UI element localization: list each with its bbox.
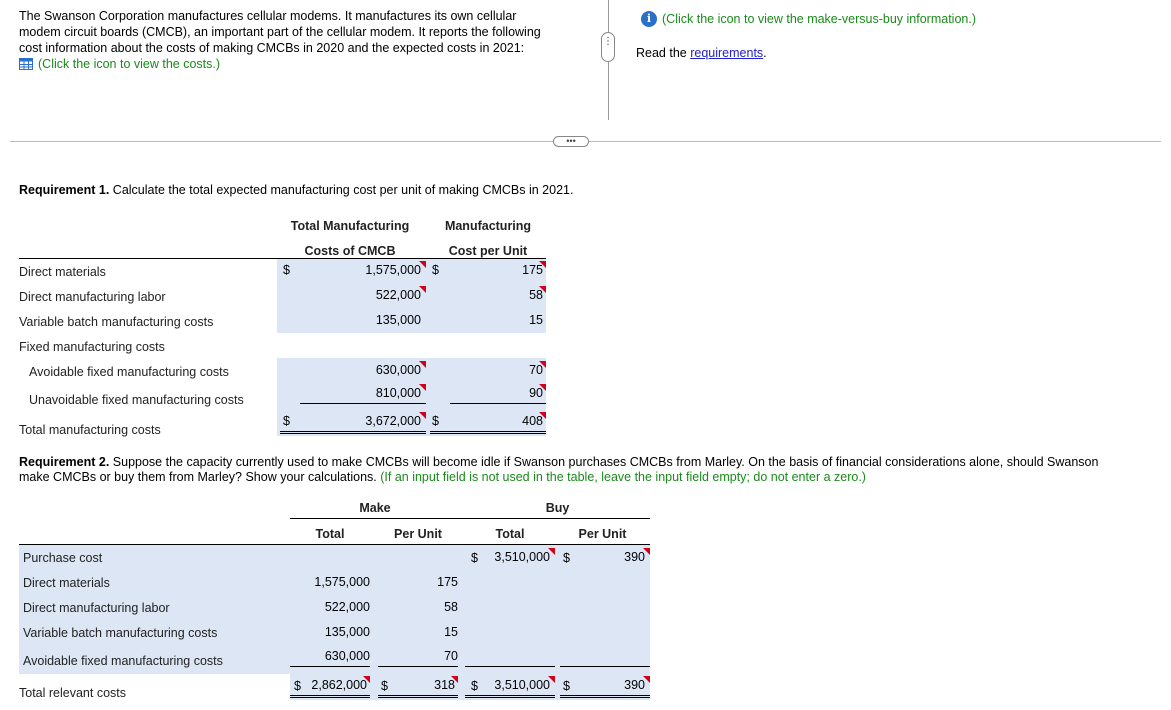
- read-suffix: .: [763, 46, 767, 60]
- intro-line-2: modem circuit boards (CMCB), an important part of the cellular modem. It reports the following: [19, 25, 541, 39]
- req2-buy-header: Buy: [545, 501, 570, 515]
- req2-hint: (If an input field is not used in the table, leave the input field empty; do not enter a zero.): [376, 470, 866, 484]
- req1-label-total: Total manufacturing costs: [19, 423, 161, 437]
- req2-input-trc-make-total[interactable]: 2,862,000: [290, 676, 370, 698]
- req1-dollar-tot-total: $: [283, 414, 290, 428]
- req1-input-ufc-unit[interactable]: 90: [450, 384, 546, 404]
- req2-input-trc-buy-total[interactable]: 3,510,000: [465, 676, 555, 698]
- view-costs-link[interactable]: [19, 56, 579, 72]
- req2-dollar-pc-buy-total: $: [471, 551, 478, 565]
- req2-dollar-trc-buy-total: $: [471, 679, 478, 693]
- req2-dollar-pc-buy-unit: $: [563, 551, 570, 565]
- req2-dollar-trc-make-unit: $: [381, 679, 388, 693]
- info-link-text[interactable]: (Click the icon to view the make-versus-buy information.): [662, 12, 977, 26]
- req2-label-dm: Direct materials: [23, 576, 110, 590]
- req1-input-ufc-total[interactable]: 810,000: [300, 384, 426, 404]
- req2-buy-total-header: Total: [495, 527, 525, 541]
- req2-input-vb-make-total[interactable]: 135,000: [324, 625, 370, 639]
- req2-label-trc: Total relevant costs: [19, 686, 126, 700]
- intro-line-3: cost information about the costs of making CMCBs in 2020 and the expected costs in 2021:: [19, 41, 525, 55]
- req1-input-dml-total[interactable]: 522,000: [300, 286, 426, 306]
- req1-label-dm: Direct materials: [19, 265, 106, 279]
- req2-label-pc: Purchase cost: [23, 551, 103, 565]
- read-prefix: Read the: [636, 46, 691, 60]
- req1-col1-header: [275, 214, 425, 264]
- req1-dollar-tot-unit: $: [432, 414, 439, 428]
- req1-dollar-dm-total: $: [283, 263, 290, 277]
- table-grid-icon[interactable]: [19, 58, 33, 70]
- req2-input-vb-make-unit[interactable]: 15: [444, 625, 458, 639]
- divider-handle[interactable]: ⋮: [601, 32, 615, 62]
- req2-make-header: Make: [359, 501, 391, 515]
- read-requirements: [636, 46, 767, 60]
- req2-label-afc: Avoidable fixed manufacturing costs: [23, 654, 223, 668]
- req2-label-dml: Direct manufacturing labor: [23, 601, 170, 615]
- req2-input-trc-buy-unit[interactable]: 390: [560, 676, 650, 698]
- req1-label-afc: Avoidable fixed manufacturing costs: [29, 365, 229, 379]
- req1-col2-header-line1: Manufacturing: [444, 219, 532, 233]
- req2-title: [19, 455, 1159, 485]
- req2-input-afc-make-total[interactable]: 630,000: [290, 647, 370, 667]
- req1-input-vb-unit[interactable]: 15: [529, 313, 543, 327]
- req2-make-unit-header: Per Unit: [394, 527, 442, 541]
- req1-col2-header-line2: Cost per Unit: [448, 244, 528, 258]
- req1-input-tot-unit[interactable]: 408: [430, 412, 546, 434]
- req2-title-bold: Requirement 2.: [19, 455, 110, 469]
- req2-input-trc-make-unit[interactable]: 318: [378, 676, 458, 698]
- view-costs-text[interactable]: (Click the icon to view the costs.): [38, 57, 221, 71]
- req2-afc-buy-total-rule: [465, 647, 555, 667]
- req2-dollar-trc-make-total: $: [294, 679, 301, 693]
- req1-input-dml-unit[interactable]: 58: [450, 286, 546, 306]
- req2-group-rule: [290, 518, 650, 519]
- req2-input-dml-make-total[interactable]: 522,000: [324, 600, 370, 614]
- req1-input-tot-total[interactable]: 3,672,000: [280, 412, 426, 434]
- req2-dollar-trc-buy-unit: $: [563, 679, 570, 693]
- intro-text: [19, 8, 579, 72]
- req1-label-fixed: Fixed manufacturing costs: [19, 340, 165, 354]
- req1-input-dm-unit[interactable]: 175: [450, 261, 546, 281]
- req2-title-text: Suppose the capacity currently used to make CMCBs will become idle if Swanson purchases CMCBs from Marley. On the basis of financial considerations alone, should Swanson: [109, 455, 1099, 469]
- req1-label-vb: Variable batch manufacturing costs: [19, 315, 214, 329]
- req1-input-vb-total[interactable]: 135,000: [375, 313, 421, 327]
- req1-input-afc-unit[interactable]: 70: [450, 361, 546, 381]
- req1-input-dm-total[interactable]: 1,575,000: [300, 261, 426, 281]
- req1-col1-header-line1: Total Manufacturing: [290, 219, 410, 233]
- req2-input-dm-make-total[interactable]: 1,575,000: [314, 575, 370, 589]
- expand-handle[interactable]: •••: [553, 136, 589, 147]
- req2-input-pc-buy-total[interactable]: 3,510,000: [485, 548, 555, 568]
- req1-title: [19, 183, 573, 197]
- req1-label-dml: Direct manufacturing labor: [19, 290, 166, 304]
- req1-input-afc-total[interactable]: 630,000: [300, 361, 426, 381]
- req1-title-text: Calculate the total expected manufacturing cost per unit of making CMCBs in 2021.: [109, 183, 574, 197]
- req2-buy-unit-header: Per Unit: [578, 527, 627, 541]
- req1-dollar-dm-unit: $: [432, 263, 439, 277]
- req2-afc-buy-unit-rule: [560, 647, 650, 667]
- info-icon[interactable]: i: [641, 11, 657, 27]
- req1-title-bold: Requirement 1.: [19, 183, 110, 197]
- req2-input-pc-buy-unit[interactable]: 390: [575, 548, 650, 568]
- req2-make-total-header: Total: [315, 527, 345, 541]
- req1-col1-header-line2: Costs of CMCB: [304, 244, 396, 258]
- req2-label-vb: Variable batch manufacturing costs: [23, 626, 218, 640]
- req2-title-line2: make CMCBs or buy them from Marley? Show your calculations.: [19, 470, 377, 484]
- req2-input-dm-make-unit[interactable]: 175: [437, 575, 458, 589]
- req2-input-afc-make-unit[interactable]: 70: [378, 647, 458, 667]
- req2-input-dml-make-unit[interactable]: 58: [444, 600, 458, 614]
- make-vs-buy-info-link[interactable]: [641, 11, 976, 27]
- intro-line-1: The Swanson Corporation manufactures cellular modems. It manufactures its own cellular: [19, 9, 517, 23]
- requirements-link[interactable]: requirements: [690, 46, 764, 60]
- req1-label-ufc: Unavoidable fixed manufacturing costs: [29, 393, 244, 407]
- req1-col2-header: [430, 214, 546, 264]
